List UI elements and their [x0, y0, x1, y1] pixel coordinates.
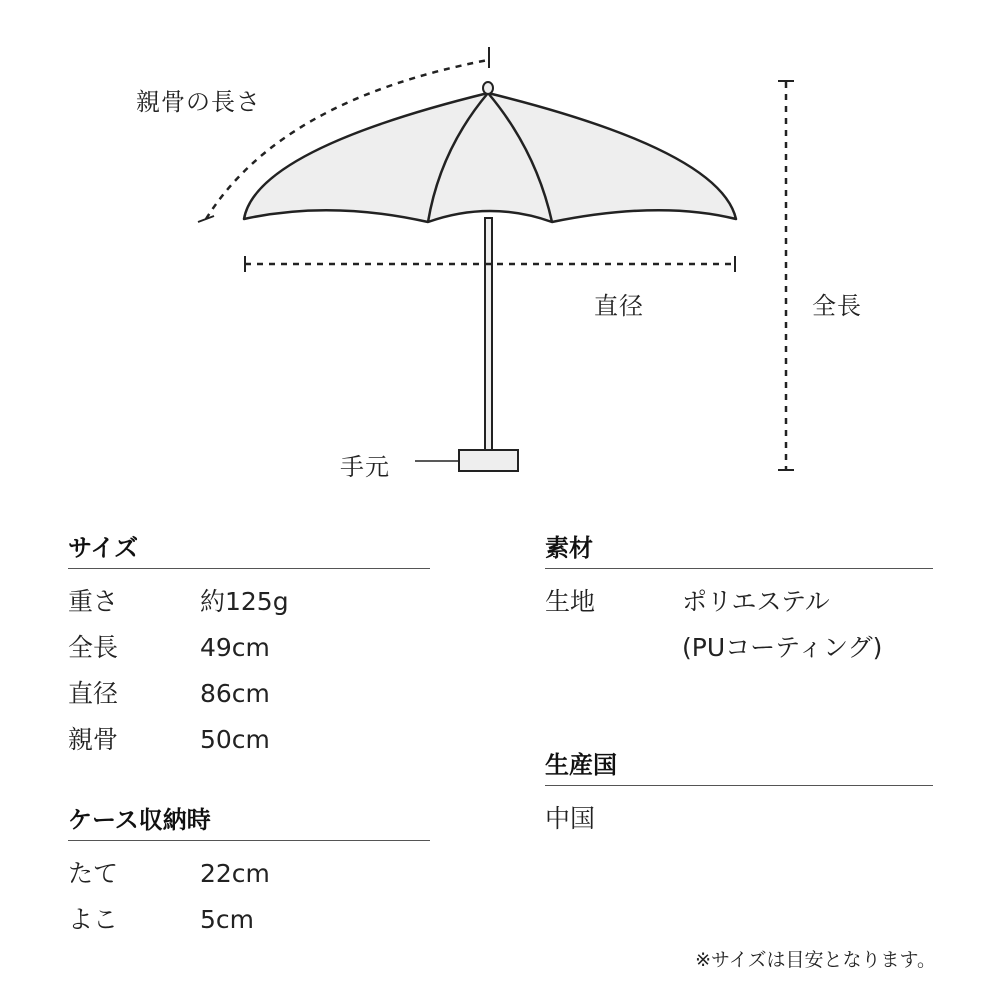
- spec-value: 約125g: [200, 587, 289, 616]
- spec-row-total-length: [68, 625, 430, 671]
- spec-row-rib: [68, 717, 430, 763]
- umbrella-handle: [459, 450, 518, 471]
- spec-label: 直径: [68, 679, 119, 708]
- case-section-title: ケース収納時: [68, 806, 211, 834]
- case-section: [68, 800, 430, 943]
- umbrella-canopy: [244, 93, 736, 222]
- spec-value: 86cm: [200, 679, 270, 708]
- origin-section: [545, 745, 933, 842]
- spec-value: 49cm: [200, 633, 270, 662]
- umbrella-tip: [483, 82, 493, 94]
- material-section: [545, 528, 933, 671]
- origin-section-title: 生産国: [545, 751, 617, 779]
- material-value: [682, 579, 882, 671]
- umbrella-shaft: [485, 218, 492, 451]
- material-value-line1: ポリエステル: [682, 587, 830, 616]
- size-section-divider: [68, 568, 430, 569]
- spec-label: 全長: [68, 633, 119, 662]
- spec-row-weight: [68, 579, 430, 625]
- origin-value: 中国: [545, 804, 596, 833]
- spec-label: 生地: [545, 587, 596, 616]
- material-value-line2: (PUコーティング): [682, 633, 883, 662]
- case-section-divider: [68, 840, 430, 841]
- diameter-label: 直径: [594, 292, 644, 320]
- size-footnote: ※サイズは目安となります。: [695, 949, 936, 971]
- handle-label: 手元: [340, 453, 390, 481]
- material-section-divider: [545, 568, 933, 569]
- size-section: [68, 528, 430, 763]
- material-section-title: 素材: [545, 534, 593, 562]
- spec-label: 重さ: [68, 587, 119, 616]
- spec-label: よこ: [68, 905, 119, 934]
- spec-label: たて: [68, 859, 119, 888]
- case-row-height: [68, 851, 430, 897]
- material-row-fabric: [545, 579, 933, 671]
- spec-value: 5cm: [200, 905, 255, 934]
- spec-row-diameter: [68, 671, 430, 717]
- spec-value: 50cm: [200, 725, 270, 754]
- spec-value: 22cm: [200, 859, 270, 888]
- rib-length-label: 親骨の長さ: [136, 88, 261, 116]
- total-length-label: 全長: [812, 292, 862, 320]
- size-section-title: サイズ: [68, 534, 139, 562]
- case-row-width: [68, 897, 430, 943]
- spec-label: 親骨: [68, 725, 119, 754]
- origin-section-divider: [545, 785, 933, 786]
